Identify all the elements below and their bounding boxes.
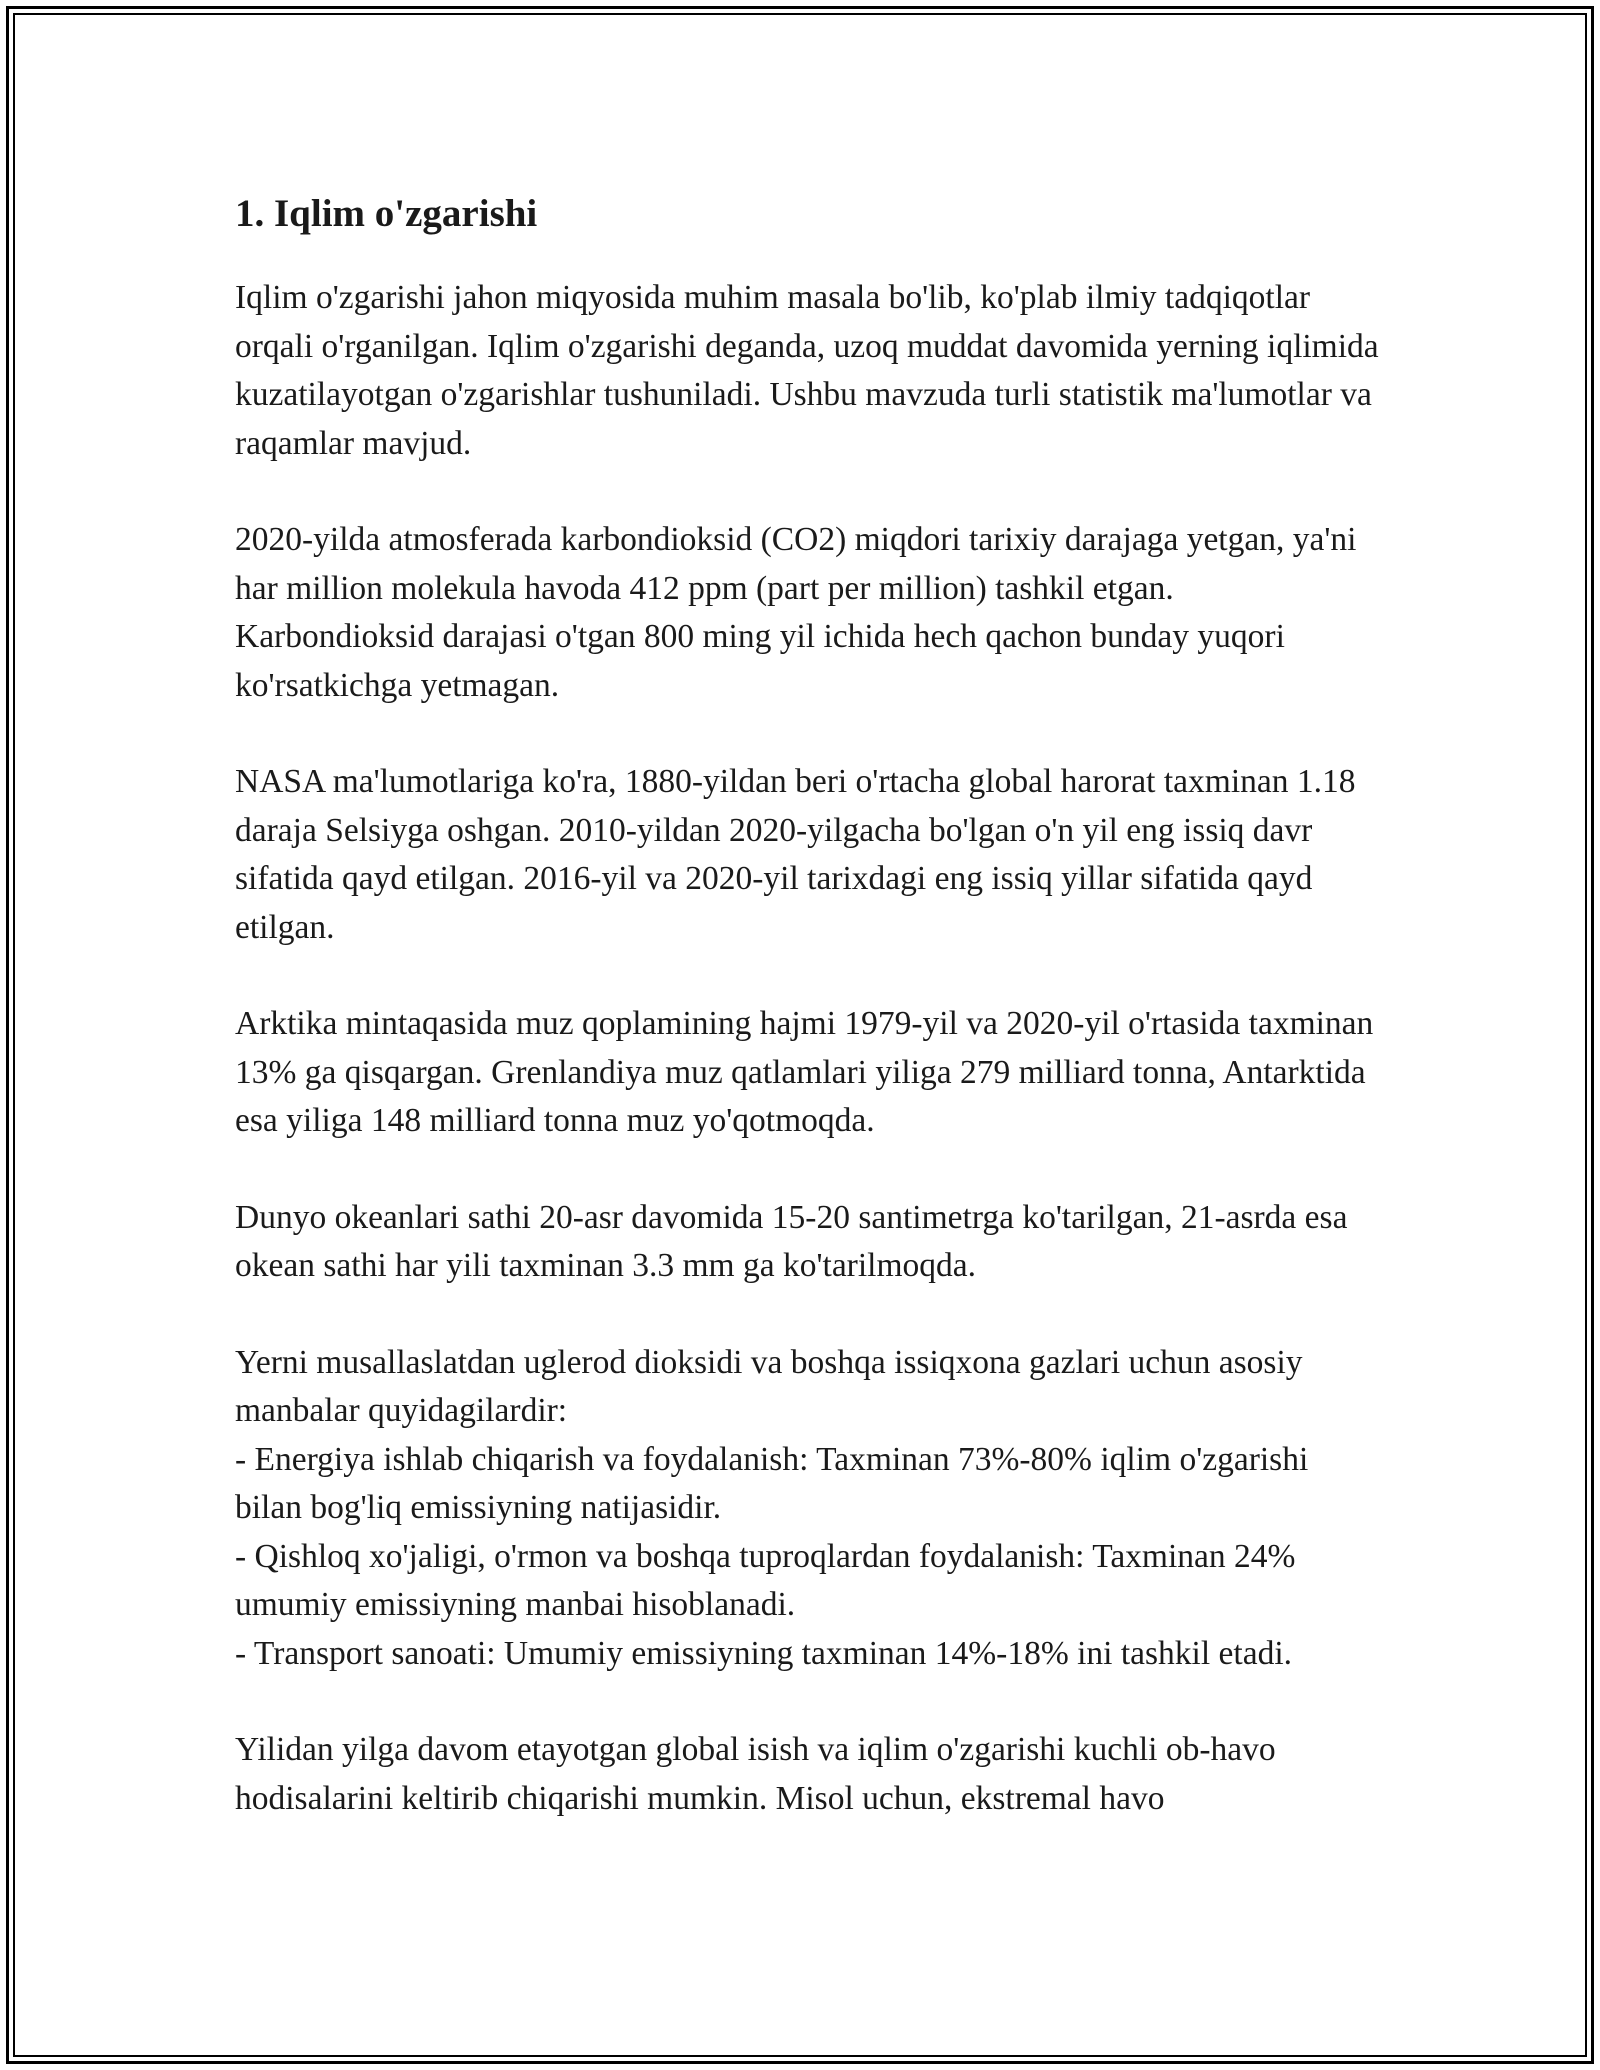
list-item-energy: - Energiya ishlab chiqarish va foydalanish: Taxminan 73%-80% iqlim o'zgarishi bilan bog'liq emissiyning natijasidir. (235, 1440, 1309, 1526)
paragraph-sea-level: Dunyo okeanlari sathi 20-asr davomida 15-20 santimetrga ko'tarilgan, 21-asrda esa okean sathi har yili taxminan 3.3 mm ga ko'tarilmoqda. (235, 1198, 1348, 1284)
section-heading: 1. Iqlim o'zgarishi (235, 192, 538, 235)
paragraph-emission-sources (235, 1339, 1380, 1679)
emission-sources-intro: Yerni musallaslatdan uglerod dioksidi va boshqa issiqxona gazlari uchun asosiy manbalar quyidagilardir: (235, 1343, 1303, 1429)
list-item-transport: - Transport sanoati: Umumiy emissiyning taxminan 14%-18% ini tashkil etadi. (235, 1634, 1293, 1672)
paragraph-co2: 2020-yilda atmosferada karbondioksid (CO2) miqdori tarixiy darajaga yetgan, ya'ni har million molekula havoda 412 ppm (part per million) tashkil etgan. Karbondioksid darajasi o'tgan 800 ming yil ichida hech qachon bunday yuqori ko'rsatkichga yetmagan. (235, 521, 1357, 704)
document-body (235, 186, 1380, 1871)
paragraph-arctic-ice: Arktika mintaqasida muz qoplamining hajmi 1979-yil va 2020-yil o'rtasida taxminan 13% ga qisqargan. Grenlandiya muz qatlamlari yiliga 279 milliard tonna, Antarktida esa yiliga 148 milliard tonna muz yo'qotmoqda. (235, 1005, 1374, 1139)
list-item-agriculture: - Qishloq xo'jaligi, o'rmon va boshqa tuproqlardan foydalanish: Taxminan 24% umumiy emissiyning manbai hisoblanadi. (235, 1537, 1296, 1623)
paragraph-intro: Iqlim o'zgarishi jahon miqyosida muhim masala bo'lib, ko'plab ilmiy tadqiqotlar orqali o'rganilgan. Iqlim o'zgarishi deganda, uzoq muddat davomida yerning iqlimida kuzatilayotgan o'zgarishlar tushuniladi. Ushbu mavzuda turli statistik ma'lumotlar va raqamlar mavjud. (235, 279, 1379, 462)
paragraph-weather-events: Yilidan yilga davom etayotgan global isish va iqlim o'zgarishi kuchli ob-havo hodisalarini keltirib chiqarishi mumkin. Misol uchun, ekstremal havo (235, 1731, 1276, 1817)
paragraph-temperature: NASA ma'lumotlariga ko'ra, 1880-yildan beri o'rtacha global harorat taxminan 1.18 daraja Selsiyga oshgan. 2010-yildan 2020-yilgacha bo'lgan o'n yil eng issiq davr sifatida qayd etilgan. 2016-yil va 2020-yil tarixdagi eng issiq yillar sifatida qayd etilgan. (235, 763, 1356, 946)
